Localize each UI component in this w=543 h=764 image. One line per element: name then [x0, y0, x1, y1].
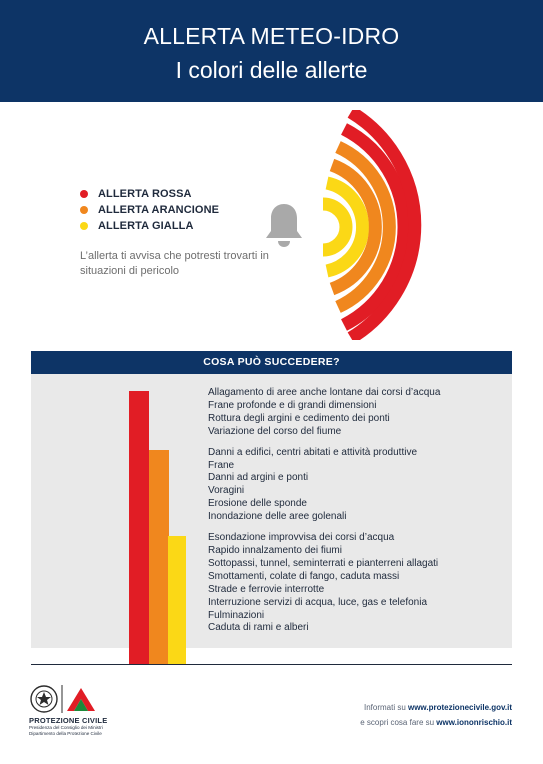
list-item: Inondazione delle aree golenali: [208, 511, 347, 523]
orange-bar: [149, 450, 169, 664]
list-item: Sottopassi, tunnel, seminterrati e pianterreni allagati: [208, 557, 439, 569]
footer-line: [360, 715, 512, 730]
red-dot-icon: [80, 190, 88, 198]
iononrischio-link[interactable]: www.iononrischio.it: [436, 718, 512, 727]
legend-item-orange: [80, 202, 219, 218]
logo-subtitle: Presidenza del Consiglio dei Ministri: [29, 725, 103, 730]
footer-line: [360, 700, 512, 715]
list-item: Caduta di rami e alberi: [208, 622, 309, 634]
yellow-bar: [168, 536, 186, 664]
footer-divider: [31, 664, 512, 665]
logo-title: PROTEZIONE CIVILE: [29, 716, 108, 725]
protezione-civile-logo: [29, 683, 101, 715]
list-item: Smottamenti, colate di fango, caduta massi: [208, 570, 400, 582]
list-item: Frane: [208, 459, 235, 471]
alert-waves-icon: [300, 110, 480, 340]
list-item: Erosione delle sponde: [208, 498, 307, 510]
legend-label: ALLERTA ARANCIONE: [98, 204, 220, 216]
legend-label: ALLERTA GIALLA: [98, 220, 194, 232]
red-bar: [129, 391, 149, 664]
list-item: Interruzione servizi di acqua, luce, gas e telefonia: [208, 596, 428, 608]
logo-subtitle: Dipartimento della Protezione Civile: [29, 731, 102, 736]
protezionecivile-link[interactable]: www.protezionecivile.gov.it: [407, 703, 512, 712]
list-item: Danni ad argini e ponti: [208, 472, 309, 484]
list-item: Frane profonde e di grandi dimensioni: [208, 399, 377, 411]
list-item: Rottura degli argini e cedimento dei ponti: [208, 412, 390, 424]
list-item: Rapido innalzamento dei fiumi: [208, 544, 342, 556]
section-title: COSA PUÒ SUCCEDERE?: [31, 351, 512, 374]
page-title: ALLERTA METEO-IDRO: [143, 23, 400, 49]
legend-item-red: [80, 186, 219, 202]
list-item: Allagamento di aree anche lontane dai corsi d’acqua: [208, 387, 441, 398]
list-item: Strade e ferrovie interrotte: [208, 583, 325, 595]
yellow-dot-icon: [80, 222, 88, 230]
yellow-consequences: [208, 532, 508, 635]
footer-text: e scopri cosa fare su: [360, 718, 437, 727]
legend-item-yellow: [80, 218, 219, 234]
list-item: Variazione del corso del fiume: [208, 425, 342, 437]
footer-info: [360, 700, 512, 730]
consequence-lists: [208, 387, 508, 643]
list-item: Esondazione improvvisa dei corsi d’acqua: [208, 532, 395, 544]
red-consequences: [208, 387, 508, 439]
legend-label: ALLERTA ROSSA: [98, 188, 192, 200]
logo-caption: [29, 716, 119, 737]
list-item: Voragini: [208, 485, 245, 497]
alert-note: L’allerta ti avvisa che potresti trovarti in situazioni di pericolo: [80, 250, 269, 277]
list-item: Fulminazioni: [208, 609, 265, 621]
alert-legend: [80, 186, 219, 234]
orange-dot-icon: [80, 206, 88, 214]
page-subtitle: I colori delle allerte: [175, 57, 368, 83]
list-item: Danni a edifici, centri abitati e attività produttive: [208, 446, 417, 458]
footer-text: Informati su: [363, 703, 408, 712]
header-banner: [0, 0, 543, 102]
orange-consequences: [208, 447, 508, 524]
